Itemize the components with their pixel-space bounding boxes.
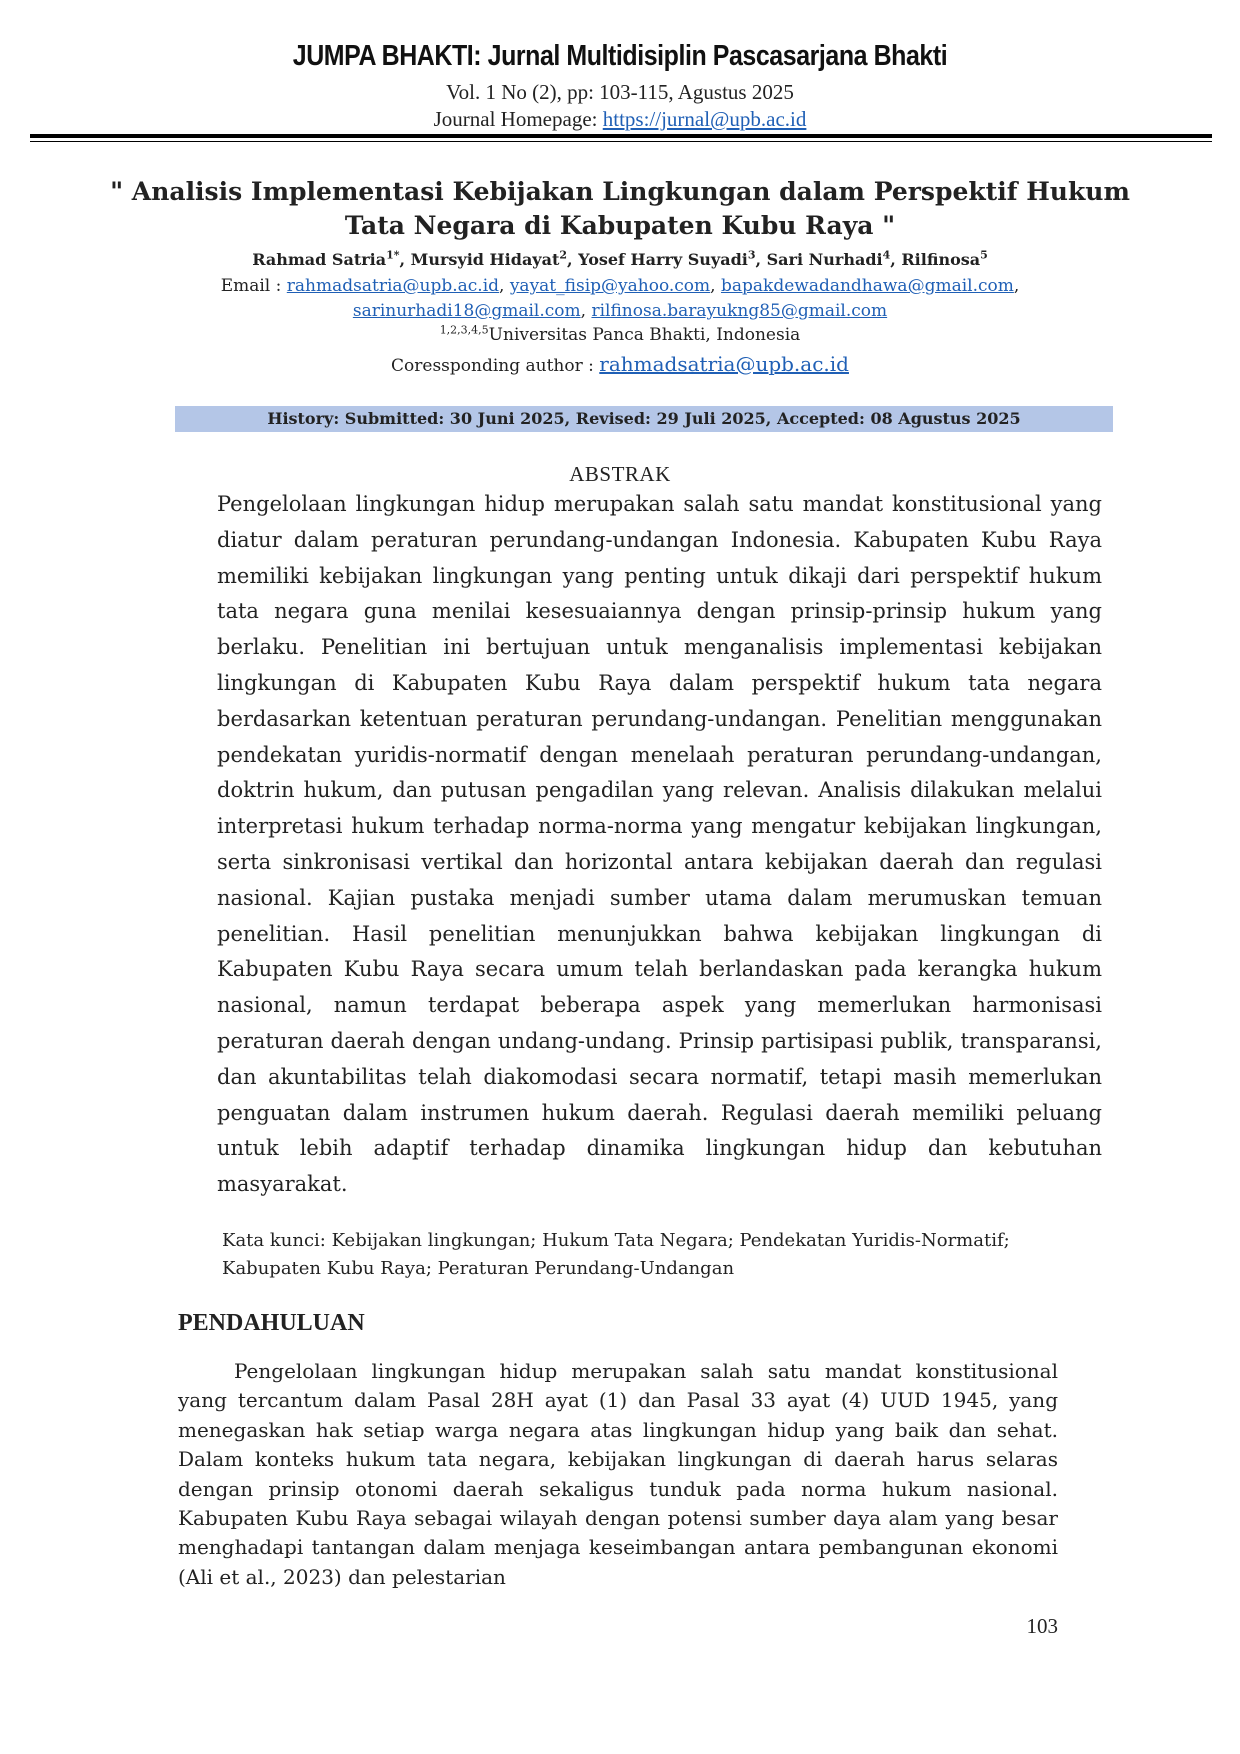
author-list: Rahmad Satria$^{1*}$, Mursyid Hidayat$^2$, Yosef Harry Suyadi$^3$, Sari Nurhadi$^4$, Rilfinosa$^5$: [252, 248, 988, 269]
corresponding-author: [0, 352, 1240, 376]
journal-name: JUMPA BHAKTI: Jurnal Multidisiplin Pascasarjana Bhakti: [292, 40, 948, 72]
history-bar: History: Submitted: 30 Juni 2025, Revised: 29 Juli 2025, Accepted: 08 Agustus 2025: [175, 406, 1113, 432]
homepage-label: Journal Homepage:: [433, 107, 603, 131]
intro-paragraph: Pengelolaan lingkungan hidup merupakan salah satu mandat konstitusional yang tercantum dalam Pasal 28H ayat (1) dan Pasal 33 ayat (4) UUD 1945, yang menegaskan hak setiap warga negara atas lingkungan hidup yang baik dan sehat. Dalam konteks hukum tata negara, kebijakan lingkungan di daerah harus selaras dengan prinsip otonomi daerah sekaligus tunduk pada norma hukum nasional. Kabupaten Kubu Raya sebagai wilayah dengan potensi sumber daya alam yang besar menghadapi tantangan dalam menjaga keseimbangan antara pembangunan ekonomi (Ali et al., 2023) dan pelestarian: [178, 1359, 1058, 1589]
affiliation-text: Universitas Panca Bhakti, Indonesia: [488, 325, 801, 345]
author-name: Rilfinosa: [901, 250, 981, 269]
email-line: Email : rahmadsatria@upb.ac.id, yayat_fisip@yahoo.com, bapakdewadandhawa@gmail.com,: [220, 276, 1020, 296]
header-rule-thick: [30, 134, 1212, 138]
author-sup: 5: [980, 248, 988, 262]
author-name: Sari Nurhadi: [766, 250, 883, 269]
author-sup: 3: [747, 248, 756, 262]
journal-homepage: [0, 107, 1240, 132]
email-line: sarinurhadi18@gmail.com, rilfinosa.barayukng85@gmail.com: [352, 301, 888, 321]
email-label: Email :: [220, 276, 287, 296]
corresponding-label: Coressponding author :: [391, 356, 600, 376]
affiliation: [0, 325, 1240, 345]
email-link[interactable]: bapakdewadandhawa@gmail.com: [720, 276, 1014, 296]
author-sup: 2: [559, 248, 568, 262]
affiliation-sup: 1,2,3,4,5: [439, 323, 489, 337]
header-rule-thin: [30, 141, 1212, 142]
page-number: 103: [1026, 1614, 1058, 1638]
keywords: Kata kunci: Kebijakan lingkungan; Hukum Tata Negara; Pendekatan Yuridis-Normatif; Kabupaten Kubu Raya; Peraturan Perundang-Undangan: [222, 1230, 1010, 1279]
email-link[interactable]: yayat_fisip@yahoo.com: [509, 276, 711, 296]
corresponding-email-link[interactable]: rahmadsatria@upb.ac.id: [599, 352, 849, 376]
email-link[interactable]: rahmadsatria@upb.ac.id: [286, 276, 500, 296]
article-title: " Analisis Implementasi Kebijakan Lingkungan dalam Perspektif Hukum Tata Negara di Kabupaten Kubu Raya ": [110, 177, 1130, 240]
author-sup: 1*: [386, 248, 400, 262]
homepage-link[interactable]: https://jurnal@upb.ac.id: [602, 107, 807, 131]
email-link[interactable]: rilfinosa.barayukng85@gmail.com: [591, 301, 888, 321]
author-name: Yosef Harry Suyadi: [578, 250, 748, 269]
author-sup: 4: [882, 248, 891, 262]
journal-issue: Vol. 1 No (2), pp: 103-115, Agustus 2025: [446, 80, 794, 104]
section-heading: PENDAHULUAN: [178, 1310, 365, 1336]
author-name: Rahmad Satria: [252, 250, 387, 269]
author-name: Mursyid Hidayat: [410, 250, 560, 269]
abstract-heading: ABSTRAK: [569, 462, 671, 486]
email-link[interactable]: sarinurhadi18@gmail.com: [352, 301, 581, 321]
abstract-body: Pengelolaan lingkungan hidup merupakan salah satu mandat konstitusional yang diatur dalam peraturan perundang-undangan Indonesia. Kabupaten Kubu Raya memiliki kebijakan lingkungan yang penting untuk dikaji dari perspektif hukum tata negara guna menilai kesesuaiannya dengan prinsip-prinsip hukum yang berlaku. Penelitian ini bertujuan untuk menganalisis implementasi kebijakan lingkungan di Kabupaten Kubu Raya dalam perspektif hukum tata negara berdasarkan ketentuan peraturan perundang-undangan. Penelitian menggunakan pendekatan yuridis-normatif dengan menelaah peraturan perundang-undangan, doktrin hukum, dan putusan pengadilan yang relevan. Analisis dilakukan melalui interpretasi hukum terhadap norma-norma yang mengatur kebijakan lingkungan, serta sinkronisasi vertikal dan horizontal antara kebijakan daerah dan regulasi nasional. Kajian pustaka menjadi sumber utama dalam merumuskan temuan penelitian. Hasil penelitian menunjukkan bahwa kebijakan lingkungan di Kabupaten Kubu Raya secara umum telah berlandaskan pada kerangka hukum nasional, namun terdapat beberapa aspek yang memerlukan harmonisasi peraturan daerah dengan undang-undang. Prinsip partisipasi publik, transparansi, dan akuntabilitas telah diakomodasi secara normatif, tetapi masih memerlukan penguatan dalam instrumen hukum daerah. Regulasi daerah memiliki peluang untuk lebih adaptif terhadap dinamika lingkungan hidup dan kebutuhan masyarakat.: [217, 492, 1102, 1197]
